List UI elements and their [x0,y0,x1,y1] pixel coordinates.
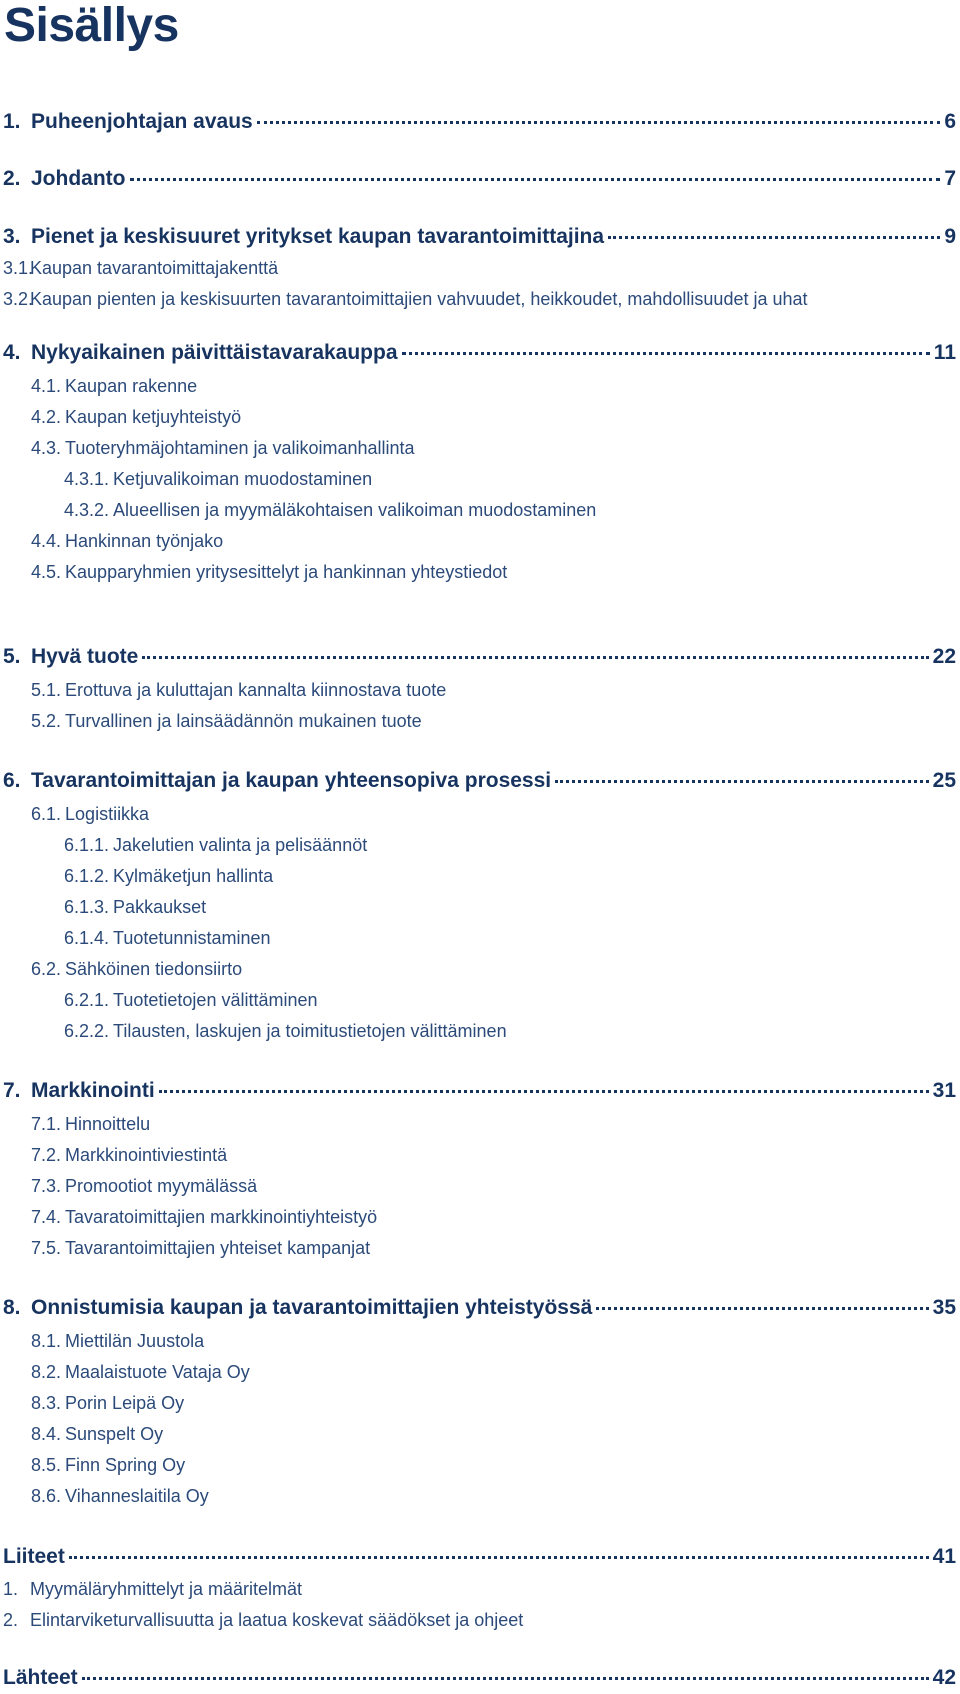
subsection-title: Tilausten, laskujen ja toimitustietojen välittäminen [113,1021,507,1041]
subsection-number: 8.6. [31,1486,62,1506]
subsection-title: Sähköinen tiedonsiirto [65,959,243,979]
page-number: 11 [933,341,956,364]
page-number: 6 [944,110,956,133]
subsection-title: Sunspelt Oy [65,1424,164,1444]
toc-subentry[interactable] [64,500,960,526]
subsection-title: Porin Leipä Oy [65,1393,185,1413]
toc-subentry[interactable] [31,1114,960,1140]
subsection-title: Tuotetunnistaminen [113,928,271,948]
section-number: 5. [3,645,21,668]
subsection-number: 4.3. [31,438,62,458]
toc-subentry[interactable] [3,1610,960,1636]
subsection-title: Logistiikka [65,804,150,824]
subsection-title: Finn Spring Oy [65,1455,186,1475]
subsection-number: 8.1. [31,1331,62,1351]
toc-subentry[interactable] [31,1145,960,1171]
toc-subentry[interactable] [31,531,960,557]
toc-entry-2[interactable] [3,167,956,195]
dot-leader [82,1677,929,1680]
subsection-number: 6.2. [31,959,62,979]
page-number: 9 [944,225,956,248]
subsection-number: 8.4. [31,1424,62,1444]
toc-subentry[interactable] [64,897,960,923]
dot-leader [159,1090,929,1093]
subsection-number: 4.3.2. [64,500,110,520]
toc-subentry[interactable] [31,1238,960,1264]
subsection-title: Erottuva ja kuluttajan kannalta kiinnostava tuote [65,680,447,700]
toc-entry-3[interactable] [3,225,956,253]
toc-subentry[interactable] [31,438,960,464]
toc-subentry[interactable] [64,835,960,861]
section-title: Nykyaikainen päivittäistavarakauppa [31,341,398,364]
subsection-title: Kaupparyhmien yritysesittelyt ja hankinnan yhteystiedot [65,562,508,582]
section-number: 6. [3,769,21,792]
subsection-number: 3.2. [3,289,34,309]
section-number: 7. [3,1079,21,1102]
subsection-number: 6.1.2. [64,866,110,886]
subsection-number: 8.2. [31,1362,62,1382]
page-number: 35 [932,1296,956,1319]
subsection-title: Kaupan tavarantoimittajakenttä [30,258,279,278]
toc-entry-7[interactable] [3,1079,956,1107]
page-title: Sisällys [4,0,179,52]
subsection-title: Alueellisen ja myymäläkohtaisen valikoiman muodostaminen [113,500,597,520]
toc-subentry[interactable] [64,469,960,495]
subsection-title: Hinnoittelu [65,1114,151,1134]
subsection-title: Kaupan rakenne [65,376,198,396]
subsection-number: 3.1. [3,258,34,278]
subsection-title: Markkinointiviestintä [65,1145,228,1165]
subsection-title: Maalaistuote Vataja Oy [65,1362,250,1382]
toc-subentry[interactable] [64,1021,960,1047]
subsection-number: 8.3. [31,1393,62,1413]
toc-subentry[interactable] [31,1362,960,1388]
toc-subentry[interactable] [31,711,960,737]
subsection-number: 8.5. [31,1455,62,1475]
subsection-number: 7.3. [31,1176,62,1196]
section-number: 3. [3,225,21,248]
toc-subentry[interactable] [31,1393,960,1419]
dot-leader [130,178,941,181]
toc-subentry[interactable] [31,1207,960,1233]
section-number: 1. [3,110,21,133]
page-number: 25 [932,769,956,792]
subsection-title: Vihanneslaitila Oy [65,1486,209,1506]
subsection-title: Ketjuvalikoiman muodostaminen [113,469,373,489]
subsection-number: 2. [3,1610,19,1630]
subsection-number: 4.1. [31,376,62,396]
toc-subentry[interactable] [64,928,960,954]
toc-entry-4[interactable] [3,341,956,369]
toc-subentry[interactable] [31,1455,960,1481]
subsection-number: 4.4. [31,531,62,551]
subsection-title: Kylmäketjun hallinta [113,866,274,886]
subsection-title: Turvallinen ja lainsäädännön mukainen tuote [65,711,422,731]
dot-leader [402,352,930,355]
toc-entry-5[interactable] [3,645,956,673]
subsection-title: Promootiot myymälässä [65,1176,258,1196]
page-number: 42 [932,1666,956,1689]
toc-subentry[interactable] [31,407,960,433]
section-number: 4. [3,341,21,364]
subsection-number: 7.4. [31,1207,62,1227]
toc-entry-1[interactable] [3,110,956,138]
subsection-number: 5.1. [31,680,62,700]
dot-leader [596,1307,928,1310]
subsection-title: Myymäläryhmittelyt ja määritelmät [30,1579,303,1599]
toc-subentry[interactable] [3,258,960,284]
dot-leader [257,121,941,124]
subsection-number: 6.1.4. [64,928,110,948]
dot-leader [69,1556,929,1559]
subsection-title: Tavaratoimittajien markkinointiyhteistyö [65,1207,378,1227]
toc-subentry[interactable] [31,1486,960,1512]
subsection-number: 1. [3,1579,19,1599]
subsection-title: Jakelutien valinta ja pelisäännöt [113,835,368,855]
section-number: 2. [3,167,21,190]
dot-leader [555,780,929,783]
section-title: Onnistumisia kaupan ja tavarantoimittajien yhteistyössä [31,1296,593,1319]
page-number: 22 [932,645,956,668]
subsection-number: 6.1. [31,804,62,824]
toc-subentry[interactable] [3,289,960,315]
subsection-title: Elintarviketurvallisuutta ja laatua koskevat säädökset ja ohjeet [30,1610,524,1630]
subsection-number: 6.2.1. [64,990,110,1010]
toc-subentry[interactable] [31,562,960,588]
subsection-title: Kaupan pienten ja keskisuurten tavarantoimittajien vahvuudet, heikkoudet, mahdollisuudet ja uhat [30,289,808,309]
subsection-number: 6.1.3. [64,897,110,917]
toc-entry-8[interactable] [3,1296,956,1324]
toc-entry-appendices[interactable] [3,1545,956,1573]
subsection-number: 6.1.1. [64,835,110,855]
subsection-number: 4.3.1. [64,469,110,489]
dot-leader [608,236,940,239]
toc-subentry[interactable] [31,680,960,706]
subsection-number: 7.2. [31,1145,62,1165]
toc-subentry[interactable] [31,959,960,985]
subsection-number: 5.2. [31,711,62,731]
section-title: Liiteet [3,1545,65,1568]
subsection-title: Tuoteryhmäjohtaminen ja valikoimanhallinta [65,438,415,458]
toc-subentry[interactable] [31,1331,960,1357]
section-title: Tavarantoimittajan ja kaupan yhteensopiva prosessi [31,769,552,792]
dot-leader [142,656,928,659]
toc-entry-6[interactable] [3,769,956,797]
subsection-number: 4.5. [31,562,62,582]
subsection-title: Hankinnan työnjako [65,531,224,551]
section-number: 8. [3,1296,21,1319]
section-title: Hyvä tuote [31,645,139,668]
page-number: 41 [932,1545,956,1568]
subsection-title: Kaupan ketjuyhteistyö [65,407,242,427]
toc-subentry[interactable] [64,866,960,892]
subsection-number: 4.2. [31,407,62,427]
section-title: Pienet ja keskisuuret yritykset kaupan tavarantoimittajina [31,225,605,248]
toc-subentry[interactable] [64,990,960,1016]
subsection-title: Tuotetietojen välittäminen [113,990,318,1010]
toc-subentry[interactable] [31,804,960,830]
subsection-title: Miettilän Juustola [65,1331,205,1351]
section-title: Johdanto [31,167,126,190]
toc-entry-references[interactable] [3,1666,956,1694]
page-number: 31 [932,1079,956,1102]
section-title: Puheenjohtajan avaus [31,110,253,133]
section-title: Markkinointi [31,1079,155,1102]
subsection-number: 6.2.2. [64,1021,110,1041]
page-number: 7 [944,167,956,190]
subsection-number: 7.1. [31,1114,62,1134]
subsection-title: Tavarantoimittajien yhteiset kampanjat [65,1238,371,1258]
toc-subentry[interactable] [3,1579,960,1605]
subsection-title: Pakkaukset [113,897,207,917]
subsection-number: 7.5. [31,1238,62,1258]
toc-subentry[interactable] [31,1176,960,1202]
toc-subentry[interactable] [31,1424,960,1450]
toc-subentry[interactable] [31,376,960,402]
section-title: Lähteet [3,1666,78,1689]
